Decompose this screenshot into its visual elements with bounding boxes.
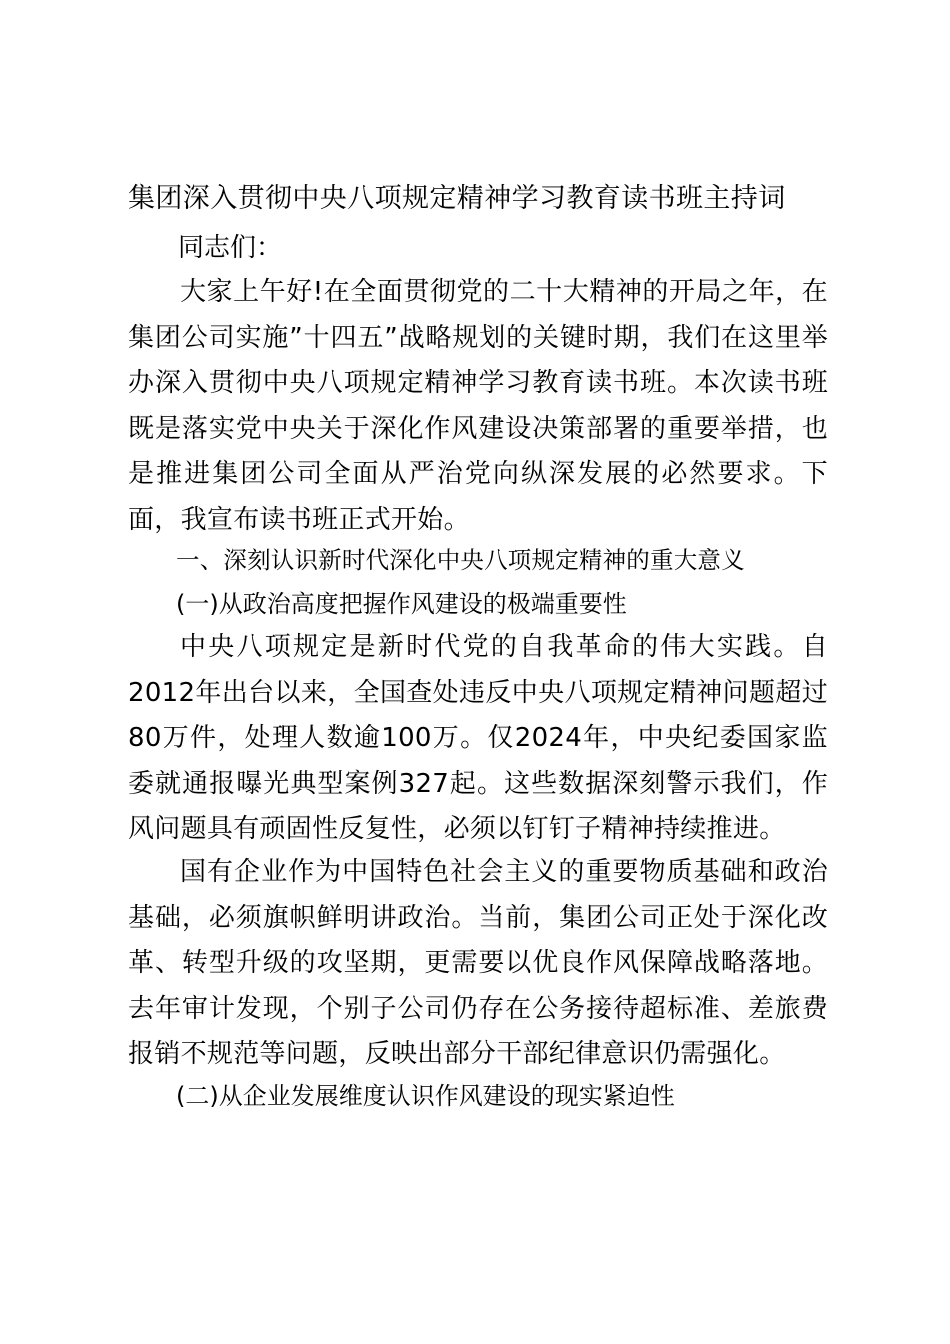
body-paragraph-1: 中央八项规定是新时代党的自我革命的伟大实践。自2012年出台以来，全国查处违反中央八项规定精神问题超过80万件，处理人数逾100万。仅2024年，中央纪委国家监委就通报曝光典型案例327起。这些数据深刻警示我们，作风问题具有顽固性反复性，必须以钉钉子精神持续推进。 [128,632,828,844]
section-heading: 一、深刻认识新时代深化中央八项规定精神的重大意义 [176,546,745,574]
subheading-1: (一)从政治高度把握作风建设的极端重要性 [176,590,627,618]
document-title: 集团深入贯彻中央八项规定精神学习教育读书班主持词 [128,183,786,214]
subheading-2: (二)从企业发展维度认识作风建设的现实紧迫性 [176,1082,675,1110]
opening-paragraph: 大家上午好!在全面贯彻党的二十大精神的开局之年，在集团公司实施”十四五”战略规划的关键时期，我们在这里举办深入贯彻中央八项规定精神学习教育读书班。本次读书班既是落实党中央关于深化作风建设决策部署的重要举措，也是推进集团公司全面从严治党向纵深发展的必然要求。下面，我宣布读书班正式开始。 [128,277,828,535]
body-paragraph-2: 国有企业作为中国特色社会主义的重要物质基础和政治基础，必须旗帜鲜明讲政治。当前，集团公司正处于深化改革、转型升级的攻坚期，更需要以优良作风保障战略落地。去年审计发现，个别子公司仍存在公务接待超标准、差旅费报销不规范等问题，反映出部分干部纪律意识仍需强化。 [128,857,828,1069]
salutation: 同志们： [178,233,283,263]
